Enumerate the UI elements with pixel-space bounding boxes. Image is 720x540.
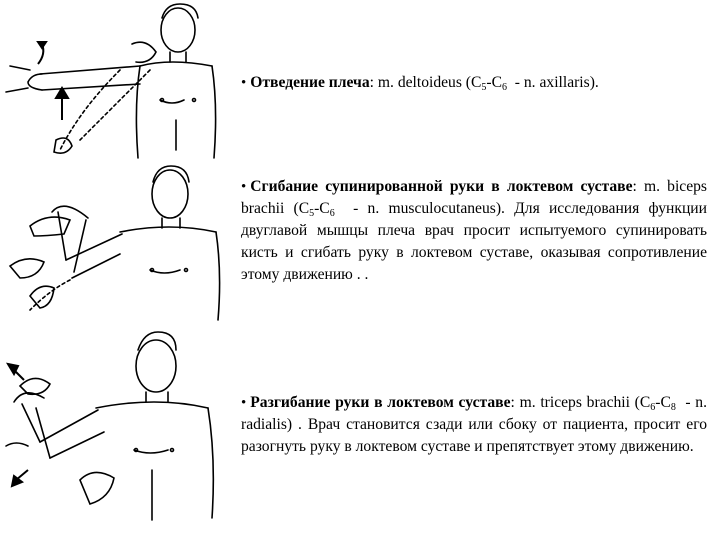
segment-sub: 5 <box>309 208 315 219</box>
muscle-text: -C <box>655 394 671 411</box>
muscle-text: : m. biceps brachii (C <box>241 178 708 217</box>
segment-sub: 8 <box>670 402 676 413</box>
segment-sub: 6 <box>650 402 656 413</box>
bullet: • <box>241 75 247 91</box>
bullet: • <box>241 395 247 411</box>
term: Разгибание руки в локтевом суставе <box>250 394 511 411</box>
segment-sub: 5 <box>481 82 487 93</box>
section-elbow-flexion <box>241 176 707 286</box>
term: Сгибание супинированной руки в локтевом суставе <box>250 178 633 195</box>
bullet: • <box>241 179 247 195</box>
term: Отведение плеча <box>250 74 370 91</box>
segment-sub: 6 <box>329 208 335 219</box>
description-text: Врач становится сзади или сбоку от пациента, просит его разогнуть руку в локтевом суставе и препятствует этому движению. <box>241 416 707 455</box>
elbow-extension-illustration <box>0 330 230 530</box>
shoulder-abduction-illustration <box>0 0 230 160</box>
elbow-flexion-illustration <box>0 160 230 322</box>
segment-sub: 6 <box>502 82 507 93</box>
section-elbow-extension <box>241 392 711 458</box>
muscle-text: -C <box>486 74 502 91</box>
description-text: Для исследования функции двуглавой мышцы плеча врач просит испытуемого супинировать кисть и сгибать руку в локтевом суставе, оказывая сопротивление этому движению . . <box>241 200 707 283</box>
nerve-text: - n. axillaris). <box>507 74 599 91</box>
nerve-text: - n. radialis) . <box>241 394 711 433</box>
muscle-text: -C <box>314 200 330 217</box>
section-shoulder-abduction <box>241 72 707 94</box>
muscle-text: : m. deltoideus (C <box>369 74 482 91</box>
muscle-text: : m. triceps brachii (C <box>510 394 651 411</box>
nerve-text: - n. musculocutaneus). <box>334 200 515 217</box>
